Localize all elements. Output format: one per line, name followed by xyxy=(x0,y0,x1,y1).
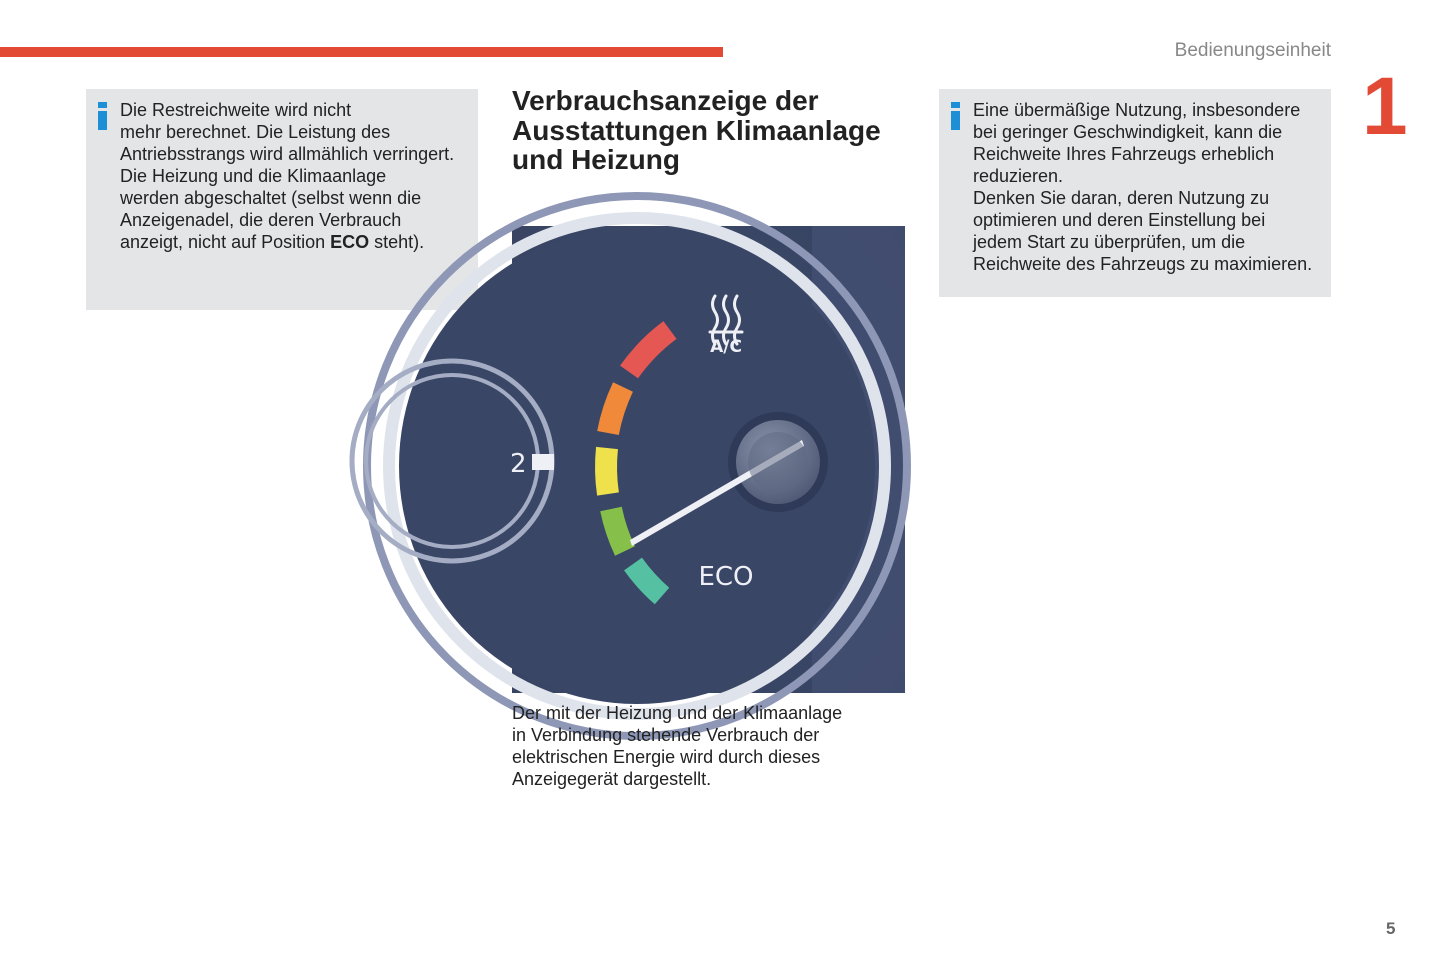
text-line: bei geringer Geschwindigkeit, kann die xyxy=(973,122,1283,142)
info-icon xyxy=(97,102,108,130)
section-title: Bedienungseinheit xyxy=(1174,40,1331,61)
text-line: Eine übermäßige Nutzung, insbesondere xyxy=(973,100,1301,120)
text-line: Reichweite Ihres Fahrzeugs erheblich xyxy=(973,144,1275,164)
chapter-number: 1 xyxy=(1362,61,1408,152)
main-heading xyxy=(512,86,912,175)
heading-line: Verbrauchsanzeige der xyxy=(512,85,819,116)
page-number: 5 xyxy=(1386,919,1396,938)
caption-line: in Verbindung stehende Verbrauch der xyxy=(512,725,820,745)
text-line: mehr berechnet. Die Leistung des xyxy=(120,122,391,142)
text-line: Antriebsstrangs wird allmählich verringert. xyxy=(120,144,455,164)
info-box-left xyxy=(86,89,478,310)
text-line: jedem Start zu überprüfen, um die xyxy=(973,232,1246,252)
text-line: reduzieren. xyxy=(973,166,1064,186)
heading-line: und Heizung xyxy=(512,144,680,175)
text-span: steht). xyxy=(369,232,425,252)
caption-line: Der mit der Heizung und der Klimaanlage xyxy=(512,703,843,723)
text-line: werden abgeschaltet (selbst wenn die xyxy=(120,188,422,208)
info-icon xyxy=(950,102,961,130)
text-span: anzeigt, nicht auf Position xyxy=(120,232,331,252)
gauge-caption xyxy=(512,702,892,790)
eco-bold-text: ECO xyxy=(330,232,370,252)
text-line: optimieren und deren Einstellung bei xyxy=(973,210,1266,230)
text-line: Die Heizung und die Klimaanlage xyxy=(120,166,387,186)
text-line: Denken Sie daran, deren Nutzung zu xyxy=(973,188,1270,208)
text-line: Die Restreichweite wird nicht xyxy=(120,100,352,120)
consumption-gauge-image xyxy=(512,226,905,693)
caption-line: Anzeigegerät dargestellt. xyxy=(512,769,712,789)
text-line: Anzeigenadel, die deren Verbrauch xyxy=(120,210,402,230)
text-line: Reichweite des Fahrzeugs zu maximieren. xyxy=(973,254,1313,274)
eco-label: ECO xyxy=(698,562,754,592)
info-text-right xyxy=(973,99,1323,275)
scale-segment-green xyxy=(611,509,625,551)
info-text-left xyxy=(120,99,470,253)
svg-text:2: 2 xyxy=(510,449,527,479)
caption-line: elektrischen Energie wird durch dieses xyxy=(512,747,821,767)
heading-line: Ausstattungen Klimaanlage xyxy=(512,114,881,146)
scale-segment-yellow xyxy=(606,448,608,494)
ac-label: A/C xyxy=(710,337,742,357)
text-line-last xyxy=(120,231,470,253)
info-box-right xyxy=(939,89,1331,297)
header-accent-bar xyxy=(0,47,723,57)
